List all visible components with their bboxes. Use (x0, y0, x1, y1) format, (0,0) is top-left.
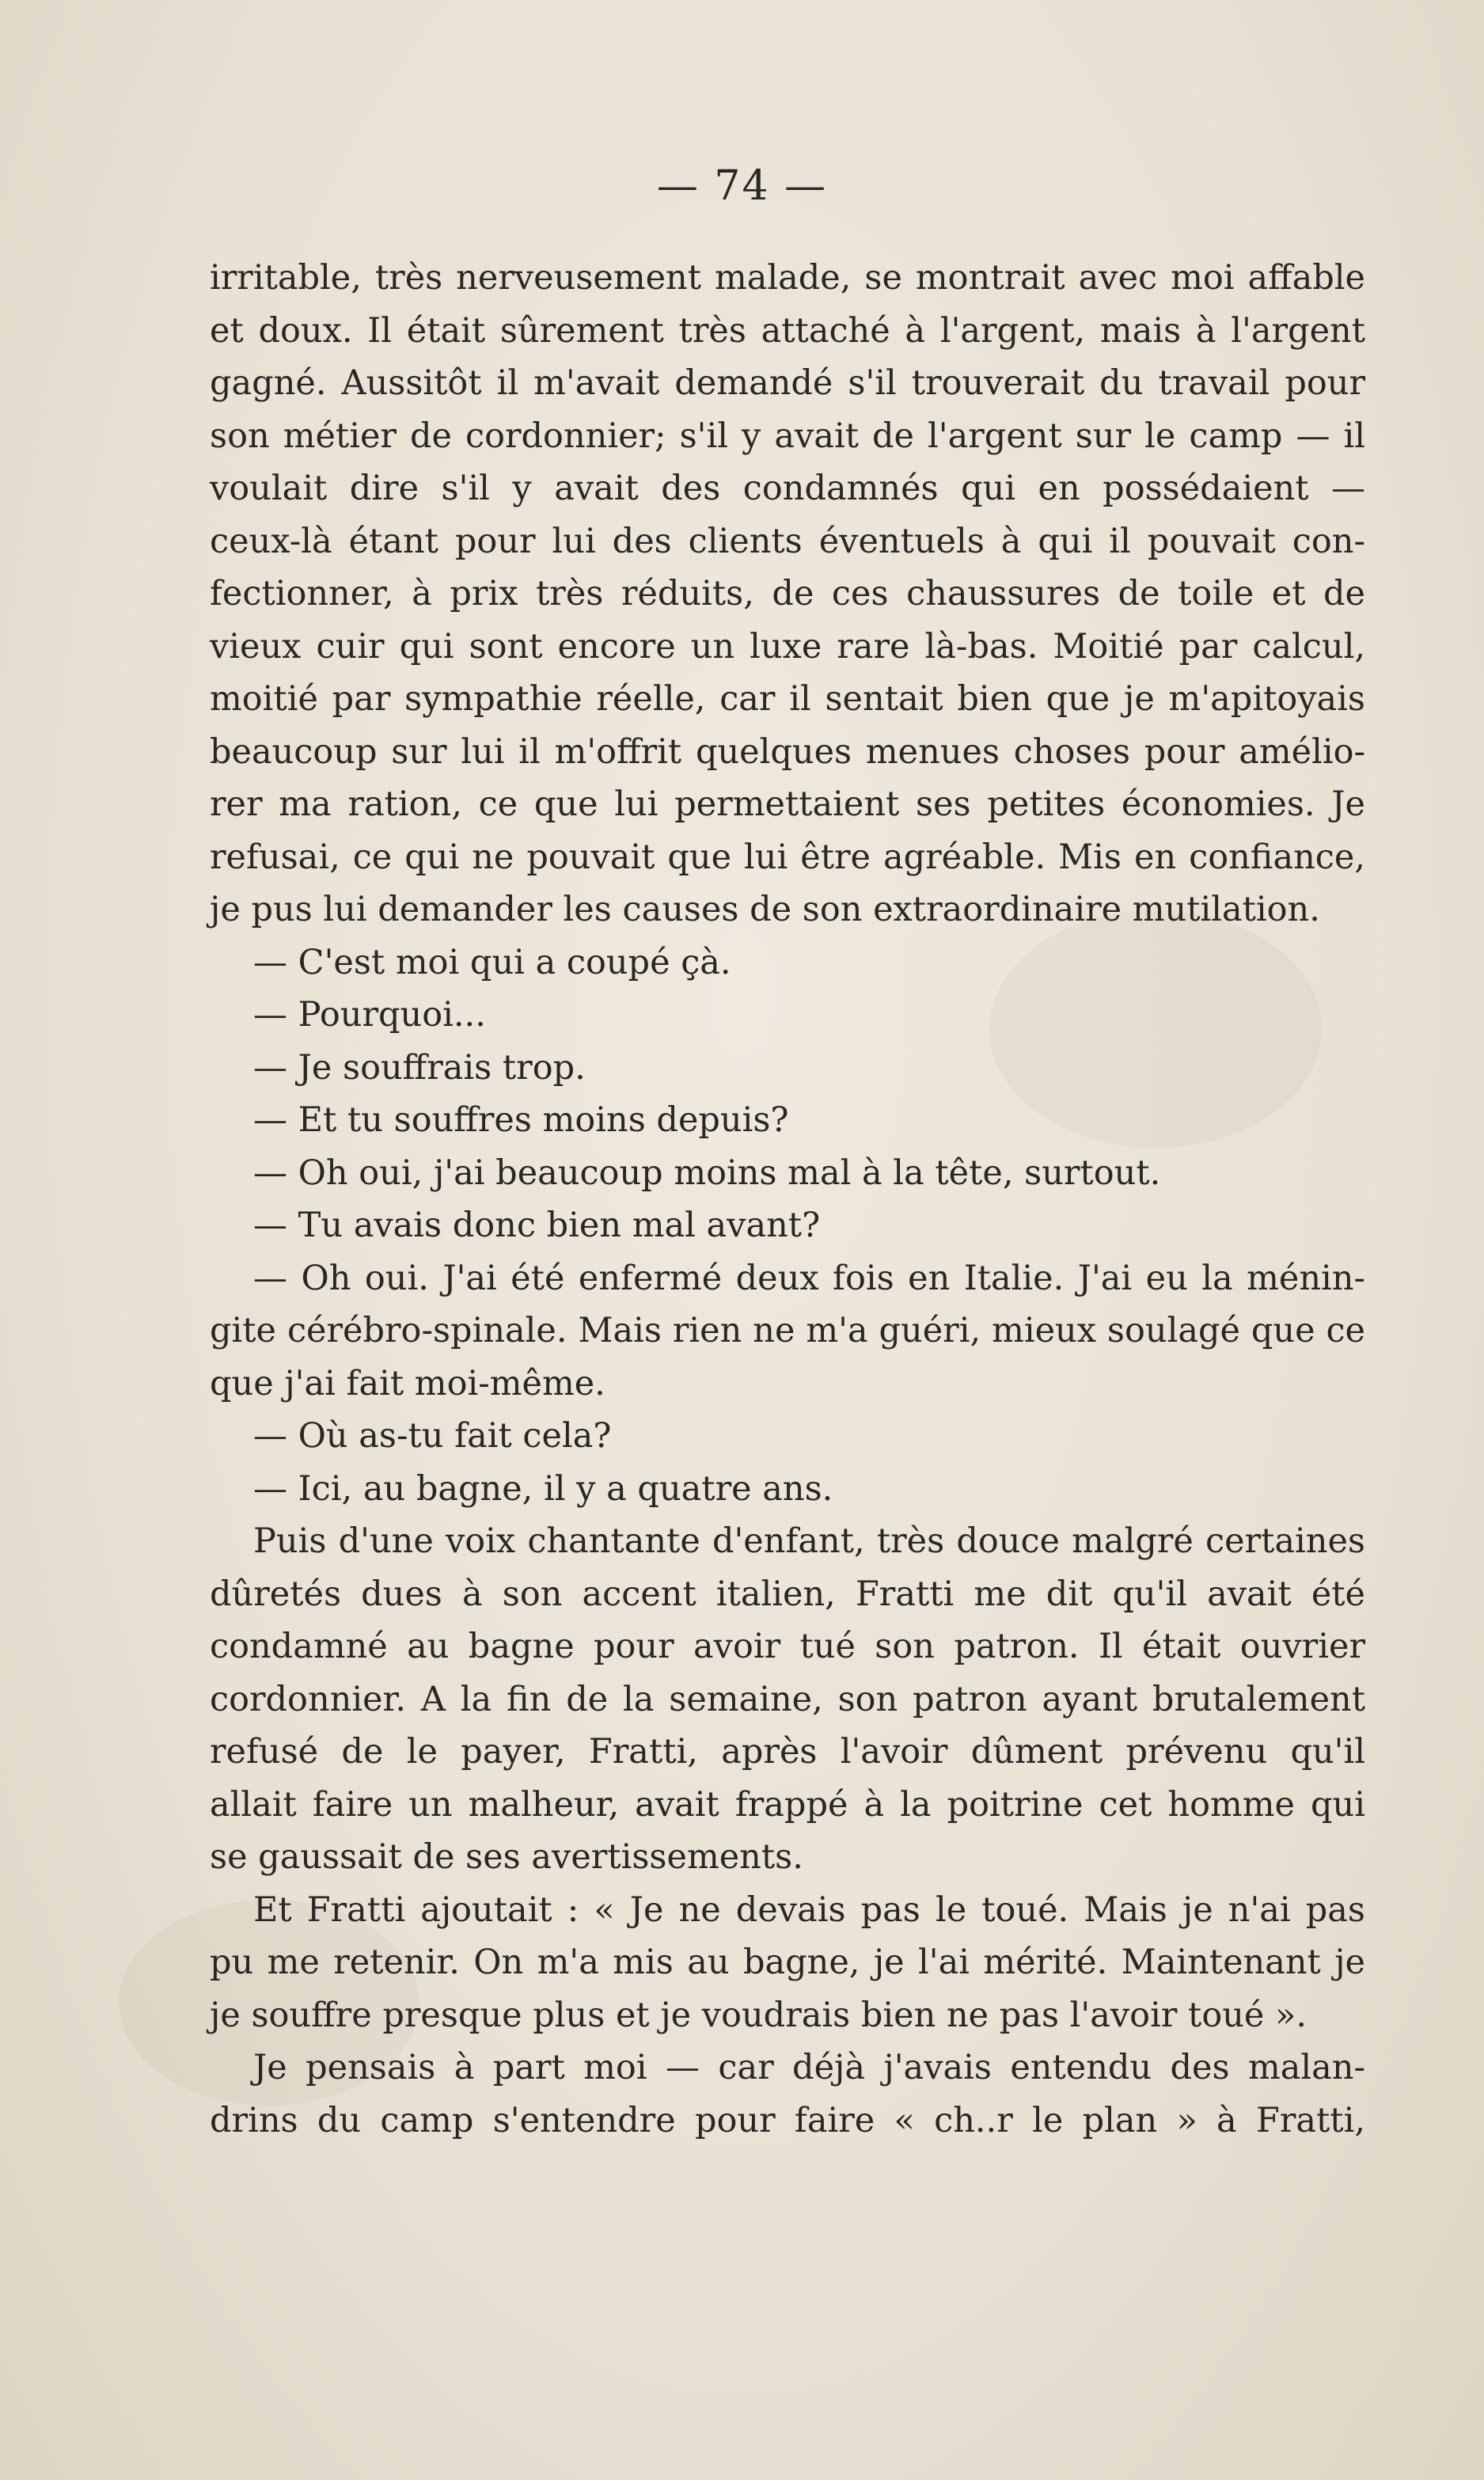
text-line: Puis d'une voix chantante d'enfant, très douce malgré certaines (253, 1521, 1365, 1561)
text-line: et doux. Il était sûrement très attaché à l'argent, mais à l'argent (210, 310, 1365, 351)
page-number: — 74 — (656, 162, 828, 210)
text-line: cordonnier. A la fin de la semaine, son patron ayant brutalement (210, 1679, 1365, 1719)
text-line: moitié par sympathie réelle, car il sentait bien que je m'apitoyais (210, 679, 1365, 719)
text-line: fectionner, à prix très réduits, de ces chaussures de toile et de (210, 574, 1365, 613)
text-line: que j'ai fait moi-même. (210, 1363, 605, 1403)
text-line: dûretés dues à son accent italien, Fratti me dit qu'il avait été (210, 1574, 1365, 1614)
text-line: rer ma ration, ce que lui permettaient ses petites économies. Je (210, 784, 1365, 824)
text-line: refusai, ce qui ne pouvait que lui être agréable. Mis en confiance, (210, 837, 1365, 877)
text-line: refusé de le payer, Fratti, après l'avoir dûment prévenu qu'il (210, 1732, 1365, 1772)
text-line: condamné au bagne pour avoir tué son patron. Il était ouvrier (210, 1627, 1365, 1666)
text-line: voulait dire s'il y avait des condamnés qui en possédaient — (210, 469, 1365, 508)
text-line: — Oh oui, j'ai beaucoup moins mal à la tête, surtout. (253, 1153, 1161, 1193)
text-line: gite cérébro-spinale. Mais rien ne m'a guéri, mieux soulagé que ce (210, 1311, 1365, 1350)
text-line: Je pensais à part moi — car déjà j'avais entendu des malan- (253, 2048, 1365, 2087)
text-line: ceux-là étant pour lui des clients éventuels à qui il pouvait con- (210, 521, 1365, 561)
text-line: pu me retenir. On m'a mis au bagne, je l'ai mérité. Maintenant je (210, 1943, 1365, 1982)
text-line: Et Fratti ajoutait : « Je ne devais pas le toué. Mais je n'ai pas (253, 1889, 1365, 1930)
text-line: — Et tu souffres moins depuis? (253, 1100, 789, 1140)
text-line: drins du camp s'entendre pour faire « ch..r le plan » à Fratti, (210, 2100, 1365, 2140)
text-line: — Oh oui. J'ai été enfermé deux fois en Italie. J'ai eu la ménin- (253, 1258, 1365, 1298)
text-line: beaucoup sur lui il m'offrit quelques menues choses pour amélio- (210, 731, 1365, 772)
text-line: son métier de cordonnier; s'il y avait de l'argent sur le camp — il (210, 416, 1365, 456)
text-line: — C'est moi qui a coupé çà. (253, 942, 731, 982)
body-text (210, 252, 1365, 2147)
text-line: gagné. Aussitôt il m'avait demandé s'il trouverait du travail pour (210, 363, 1365, 403)
text-line: vieux cuir qui sont encore un luxe rare là-bas. Moitié par calcul, (210, 626, 1365, 667)
text-line: irritable, très nerveusement malade, se montrait avec moi affable (210, 258, 1365, 298)
text-line: — Je souffrais trop. (253, 1047, 586, 1088)
text-line: — Pourquoi... (253, 995, 486, 1035)
text-line: je souffre presque plus et je voudrais bien ne pas l'avoir toué ». (210, 1995, 1307, 2035)
text-line: se gaussait de ses avertissements. (210, 1837, 803, 1877)
text-line: allait faire un malheur, avait frappé à la poitrine cet homme qui (210, 1784, 1365, 1825)
text-line: — Où as-tu fait cela? (253, 1416, 612, 1456)
text-line: je pus lui demander les causes de son extraordinaire mutilation. (210, 890, 1320, 929)
text-line: — Tu avais donc bien mal avant? (253, 1206, 821, 1245)
text-line: — Ici, au bagne, il y a quatre ans. (253, 1468, 833, 1509)
